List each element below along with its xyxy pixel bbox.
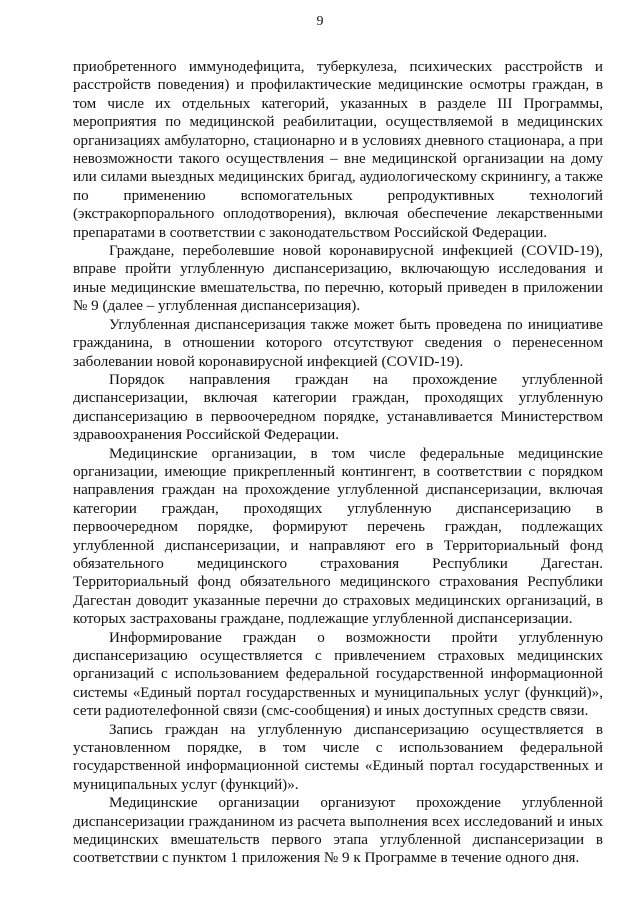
document-body xyxy=(73,58,603,868)
page-number: 9 xyxy=(316,14,324,29)
paragraph-registration: Запись граждан на углубленную диспансеризацию осуществляется в установленном порядке, в том числе с использованием федеральной государственной информационной системы «Единый портал государственных и муниципальных услуг (функций)». xyxy=(73,721,603,793)
paragraph-initiative: Углубленная диспансеризация также может быть проведена по инициативе гражданина, в отношении которого отсутствуют сведения о перенесенном заболевании новой коронавирусной инфекцией (COVID-19). xyxy=(73,316,603,370)
paragraph-covid-eligibility: Граждане, переболевшие новой коронавирусной инфекцией (COVID-19), вправе пройти углубленную диспансеризацию, включающую исследования и иные медицинские вмешательства, по перечню, который приведен в приложении № 9 (далее – углубленная диспансеризация). xyxy=(73,243,603,315)
paragraph-continuation: приобретенного иммунодефицита, туберкулеза, психических расстройств и расстройств поведения) и профилактические медицинские осмотры граждан, в том числе их отдельных категорий, указанных в разделе III Программы, мероприятия по медицинской реабилитации, осуществляемой в медицинских организациях амбулаторно, стационарно и в условиях дневного стационара, а при невозможности такого осуществления – вне медицинской организации на дому или силами выездных медицинских бригад, аудиологическому скринингу, а также по применению вспомогательных репродуктивных технологий (экстракорпорального оплодотворения), включая обеспечение лекарственными препаратами в соответствии с законодательством Российской Федерации. xyxy=(73,59,603,241)
paragraph-one-day-completion: Медицинские организации организуют прохождение углубленной диспансеризации гражданином из расчета выполнения всех исследований и иных медицинских вмешательств первого этапа углубленной диспансеризации в соответствии с пунктом 1 приложения № 9 к Программе в течение одного дня. xyxy=(73,795,603,867)
paragraph-referral-procedure: Порядок направления граждан на прохождение углубленной диспансеризации, включая категории граждан, проходящих углубленную диспансеризацию в первоочередном порядке, устанавливается Министерством здравоохранения Российской Федерации. xyxy=(73,371,603,444)
paragraph-medical-organizations: Медицинские организации, в том числе федеральные медицинские организации, имеющие прикрепленный контингент, в соответствии с порядком направления граждан на прохождение углубленной диспансеризации, включая категории граждан, проходящих углубленную диспансеризацию в первоочередном порядке, формируют перечень граждан, подлежащих углубленной диспансеризации, и направляют его в Территориальный фонд обязательного медицинского страхования Республики Дагестан. Территориальный фонд обязательного медицинского страхования Республики Дагестан доводит указанные перечни до страховых медицинских организаций, в которых застрахованы граждане, подлежащие углубленной диспансеризации. xyxy=(73,445,603,628)
paragraph-informing: Информирование граждан о возможности пройти углубленную диспансеризацию осуществляется с привлечением страховых медицинских организаций с использованием федеральной государственной информационной системы «Единый портал государственных и муниципальных услуг (функций)», сети радиотелефонной связи (смс-сообщения) и иных доступных средств связи. xyxy=(73,629,603,720)
